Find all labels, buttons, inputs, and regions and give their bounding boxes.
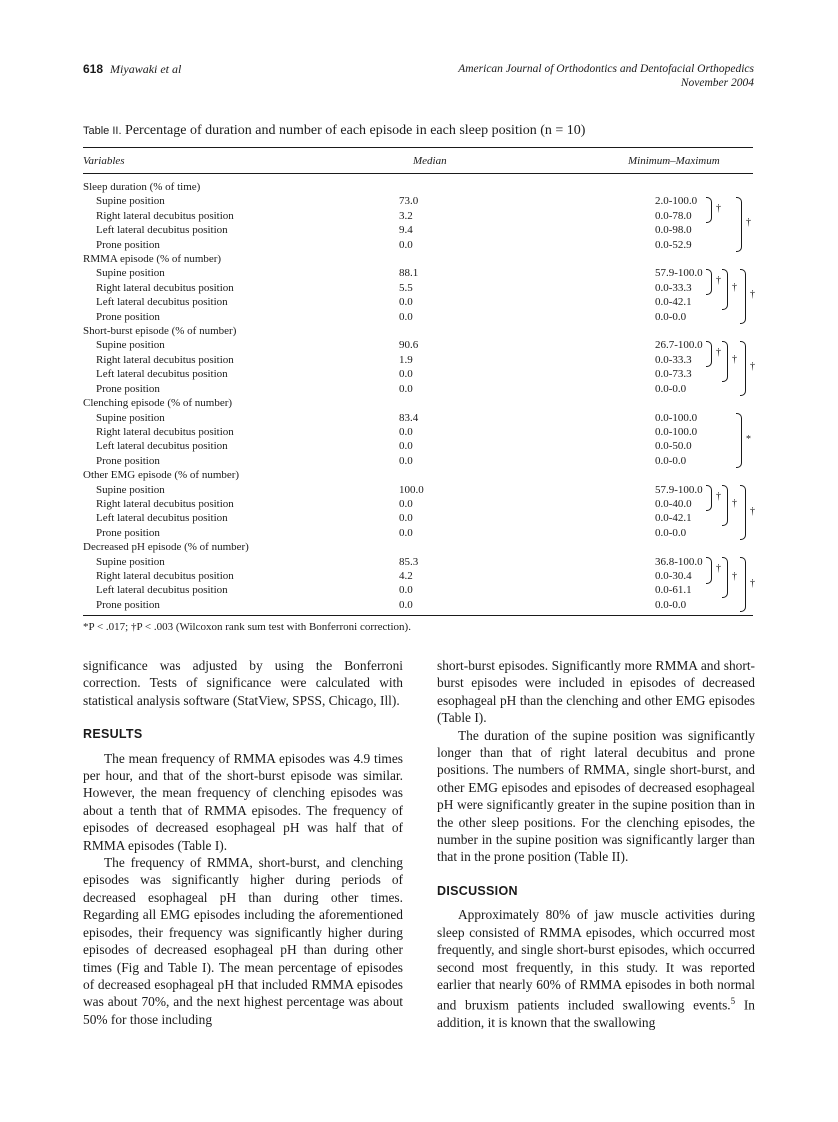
journal-name: American Journal of Orthodontics and Dentofacial Orthopedics xyxy=(458,63,754,75)
paragraph xyxy=(437,906,755,1031)
paragraph-text-tail: In addition, it is known that the swallowing xyxy=(437,997,755,1031)
cell-range: 0.0-0.0 xyxy=(655,598,687,611)
cell-variable: Prone position xyxy=(96,382,160,395)
significance-bracket xyxy=(740,485,746,540)
table-row xyxy=(83,555,753,569)
cell-range: 0.0-52.9 xyxy=(655,238,692,251)
cell-median: 0.0 xyxy=(399,440,413,453)
table-row xyxy=(83,338,753,352)
cell-range: 57.9-100.0 xyxy=(655,483,703,496)
cell-range: 0.0-0.0 xyxy=(655,526,687,539)
dagger-mark: † xyxy=(750,505,755,517)
dagger-mark: † xyxy=(746,217,751,229)
dagger-mark: † xyxy=(716,274,721,286)
significance-bracket xyxy=(740,341,746,396)
table-row xyxy=(83,483,753,497)
cell-variable: Left lateral decubitus position xyxy=(96,296,228,309)
table-row xyxy=(83,598,753,612)
table-caption-text: Percentage of duration and number of each episode in each sleep position (n = 10) xyxy=(125,123,586,138)
table-row xyxy=(83,209,753,223)
cell-variable: Supine position xyxy=(96,483,165,496)
table-label: Table II. xyxy=(83,125,122,137)
cell-range: 36.8-100.0 xyxy=(655,555,703,568)
table-row xyxy=(83,511,753,525)
cell-range: 0.0-100.0 xyxy=(655,425,698,438)
running-header-right xyxy=(458,62,754,90)
reference-superscript: 5 xyxy=(730,996,736,1007)
cell-median: 0.0 xyxy=(399,497,413,510)
significance-bracket xyxy=(706,269,712,295)
cell-variable: Supine position xyxy=(96,267,165,280)
cell-variable: Left lateral decubitus position xyxy=(96,224,228,237)
significance-bracket xyxy=(722,269,728,310)
cell-variable: Clenching episode (% of number) xyxy=(83,397,233,410)
cell-variable: Right lateral decubitus position xyxy=(96,569,234,582)
paragraph: The frequency of RMMA, short-burst, and clenching episodes was significantly higher during periods of decreased esophageal pH than during other times. Regarding all EMG episodes including the aforementioned episodes, their frequency was significantly higher during episodes of decreased esophageal pH than during other times (Fig and Table I). The mean percentage of episodes of decreased esophageal pH that included RMMA episodes was about 70%, and the next highest percentage was about 50% for those including xyxy=(83,855,403,1027)
cell-median: 5.5 xyxy=(399,281,413,294)
paragraph: The mean frequency of RMMA episodes was 4.9 times per hour, and that of the short-burst episode was similar. However, the mean frequency of clenching episodes was about a tenth that of RMMA episodes. The frequency of episodes of decreased esophageal pH was half that of RMMA episodes (Table I). xyxy=(83,750,403,853)
cell-variable: Supine position xyxy=(96,339,165,352)
cell-variable: Right lateral decubitus position xyxy=(96,209,234,222)
table-row xyxy=(83,583,753,597)
cell-range: 0.0-33.3 xyxy=(655,353,692,366)
table-header-rule xyxy=(83,173,753,174)
dagger-mark: † xyxy=(750,361,755,373)
significance-bracket xyxy=(736,197,742,252)
cell-median: 0.0 xyxy=(399,512,413,525)
table-top-rule xyxy=(83,147,753,148)
significance-bracket xyxy=(740,269,746,324)
significance-bracket xyxy=(722,341,728,382)
table-row xyxy=(83,425,753,439)
text-column-right xyxy=(437,657,755,1032)
dagger-mark: † xyxy=(732,570,737,582)
table-row xyxy=(83,194,753,208)
cell-median: 0.0 xyxy=(399,238,413,251)
cell-median: 83.4 xyxy=(399,411,419,424)
cell-variable: Prone position xyxy=(96,454,160,467)
significance-bracket xyxy=(706,197,712,223)
cell-range: 0.0-0.0 xyxy=(655,382,687,395)
dagger-mark: † xyxy=(732,282,737,294)
cell-variable: Supine position xyxy=(96,411,165,424)
table-bottom-rule xyxy=(83,615,753,616)
column-header-range: Minimum–Maximum xyxy=(628,155,720,167)
table-row xyxy=(83,266,753,280)
paragraph-text: Approximately 80% of jaw muscle activities during sleep consisted of RMMA episodes, which occurred most frequently, and single short-burst episodes, which occurred second most frequently, in this study. It was reported earlier that nearly 60% of RMMA episodes in both normal and bruxism patients included swallowing events. xyxy=(437,907,755,1013)
table-row xyxy=(83,382,753,396)
significance-bracket xyxy=(706,557,712,583)
table-row xyxy=(83,454,753,468)
cell-variable: Left lateral decubitus position xyxy=(96,368,228,381)
cell-range: 26.7-100.0 xyxy=(655,339,703,352)
cell-range: 2.0-100.0 xyxy=(655,195,698,208)
cell-median: 1.9 xyxy=(399,353,413,366)
table-row xyxy=(83,238,753,252)
significance-bracket xyxy=(736,413,742,468)
section-heading-results: RESULTS xyxy=(83,727,143,742)
cell-variable: Supine position xyxy=(96,555,165,568)
cell-variable: Right lateral decubitus position xyxy=(96,353,234,366)
cell-median: 0.0 xyxy=(399,526,413,539)
table-caption xyxy=(83,123,585,139)
cell-range: 0.0-0.0 xyxy=(655,310,687,323)
table-group-row xyxy=(83,540,753,554)
cell-variable: Left lateral decubitus position xyxy=(96,584,228,597)
significance-bracket xyxy=(722,485,728,526)
cell-variable: Left lateral decubitus position xyxy=(96,440,228,453)
cell-median: 3.2 xyxy=(399,209,413,222)
dagger-mark: † xyxy=(732,354,737,366)
cell-median: 0.0 xyxy=(399,584,413,597)
cell-variable: Prone position xyxy=(96,238,160,251)
dagger-mark: † xyxy=(750,577,755,589)
cell-median: 90.6 xyxy=(399,339,419,352)
cell-range: 0.0-98.0 xyxy=(655,224,692,237)
cell-range: 0.0-30.4 xyxy=(655,569,692,582)
cell-median: 0.0 xyxy=(399,310,413,323)
column-header-median: Median xyxy=(413,155,447,167)
table-row xyxy=(83,411,753,425)
journal-issue: November 2004 xyxy=(680,77,754,89)
cell-range: 0.0-61.1 xyxy=(655,584,692,597)
cell-range: 0.0-0.0 xyxy=(655,454,687,467)
cell-variable: Sleep duration (% of time) xyxy=(83,181,201,193)
table-row xyxy=(83,223,753,237)
cell-range: 0.0-42.1 xyxy=(655,512,692,525)
cell-median: 9.4 xyxy=(399,224,413,237)
cell-variable: Prone position xyxy=(96,526,160,539)
table-group-row xyxy=(83,324,753,338)
cell-median: 0.0 xyxy=(399,382,413,395)
table-group-row xyxy=(83,468,753,482)
dagger-mark: † xyxy=(716,563,721,575)
cell-median: 0.0 xyxy=(399,598,413,611)
dagger-mark: † xyxy=(716,202,721,214)
cell-variable: Decreased pH episode (% of number) xyxy=(83,541,249,554)
significance-bracket xyxy=(706,485,712,511)
cell-variable: RMMA episode (% of number) xyxy=(83,253,222,266)
table-footnote: *P < .017; †P < .003 (Wilcoxon rank sum test with Bonferroni correction). xyxy=(83,621,411,633)
cell-range: 0.0-40.0 xyxy=(655,497,692,510)
cell-range: 0.0-33.3 xyxy=(655,281,692,294)
dagger-mark: † xyxy=(716,347,721,359)
table-body xyxy=(83,180,753,612)
cell-range: 0.0-50.0 xyxy=(655,440,692,453)
cell-median: 0.0 xyxy=(399,454,413,467)
table-row xyxy=(83,281,753,295)
cell-median: 100.0 xyxy=(399,483,424,496)
cell-median: 73.0 xyxy=(399,195,419,208)
cell-median: 0.0 xyxy=(399,425,413,438)
cell-median: 88.1 xyxy=(399,267,419,280)
table-row xyxy=(83,295,753,309)
cell-range: 57.9-100.0 xyxy=(655,267,703,280)
table-group-row xyxy=(83,252,753,266)
cell-median: 0.0 xyxy=(399,296,413,309)
cell-variable: Other EMG episode (% of number) xyxy=(83,469,240,482)
table-row xyxy=(83,439,753,453)
paragraph: The duration of the supine position was significantly longer than that of right lateral decubitus and prone positions. The numbers of RMMA, single short-burst, and other EMG episodes and episodes of decreased esophageal pH were significantly greater in the supine position than in the other sleep positions. For the clenching episodes, the number in the supine position was significantly larger than that in the prone position (Table II). xyxy=(437,727,755,865)
table-group-row xyxy=(83,180,753,194)
table-group-row xyxy=(83,396,753,410)
cell-range: 0.0-78.0 xyxy=(655,209,692,222)
table-row xyxy=(83,569,753,583)
text-column-left xyxy=(83,657,403,1028)
cell-variable: Prone position xyxy=(96,310,160,323)
table-row xyxy=(83,353,753,367)
significance-bracket xyxy=(722,557,728,598)
table-row xyxy=(83,526,753,540)
cell-variable: Right lateral decubitus position xyxy=(96,497,234,510)
asterisk-mark: * xyxy=(746,433,751,445)
cell-variable: Supine position xyxy=(96,195,165,208)
column-header-variables: Variables xyxy=(83,155,125,167)
cell-variable: Right lateral decubitus position xyxy=(96,425,234,438)
dagger-mark: † xyxy=(732,498,737,510)
significance-bracket xyxy=(740,557,746,612)
cell-variable: Left lateral decubitus position xyxy=(96,512,228,525)
cell-range: 0.0-42.1 xyxy=(655,296,692,309)
running-header-left xyxy=(83,62,181,77)
cell-median: 4.2 xyxy=(399,569,413,582)
paragraph: short-burst episodes. Significantly more RMMA and short-burst episodes were included in episodes of decreased esophageal pH than the clenching and other EMG episodes (Table I). xyxy=(437,658,755,726)
cell-range: 0.0-100.0 xyxy=(655,411,698,424)
page-number: 618 xyxy=(83,62,104,76)
cell-variable: Prone position xyxy=(96,598,160,611)
table-row xyxy=(83,367,753,381)
paragraph: significance was adjusted by using the Bonferroni correction. Tests of significance were calculated with statistical analysis software (StatView, SPSS, Chicago, Ill). xyxy=(83,658,403,708)
dagger-mark: † xyxy=(750,289,755,301)
cell-range: 0.0-73.3 xyxy=(655,368,692,381)
dagger-mark: † xyxy=(716,491,721,503)
significance-bracket xyxy=(706,341,712,367)
table-row xyxy=(83,497,753,511)
cell-median: 85.3 xyxy=(399,555,419,568)
cell-median: 0.0 xyxy=(399,368,413,381)
running-authors: Miyawaki et al xyxy=(110,62,182,76)
section-heading-discussion: DISCUSSION xyxy=(437,883,518,898)
cell-variable: Right lateral decubitus position xyxy=(96,281,234,294)
table-row xyxy=(83,310,753,324)
cell-variable: Short-burst episode (% of number) xyxy=(83,325,237,338)
